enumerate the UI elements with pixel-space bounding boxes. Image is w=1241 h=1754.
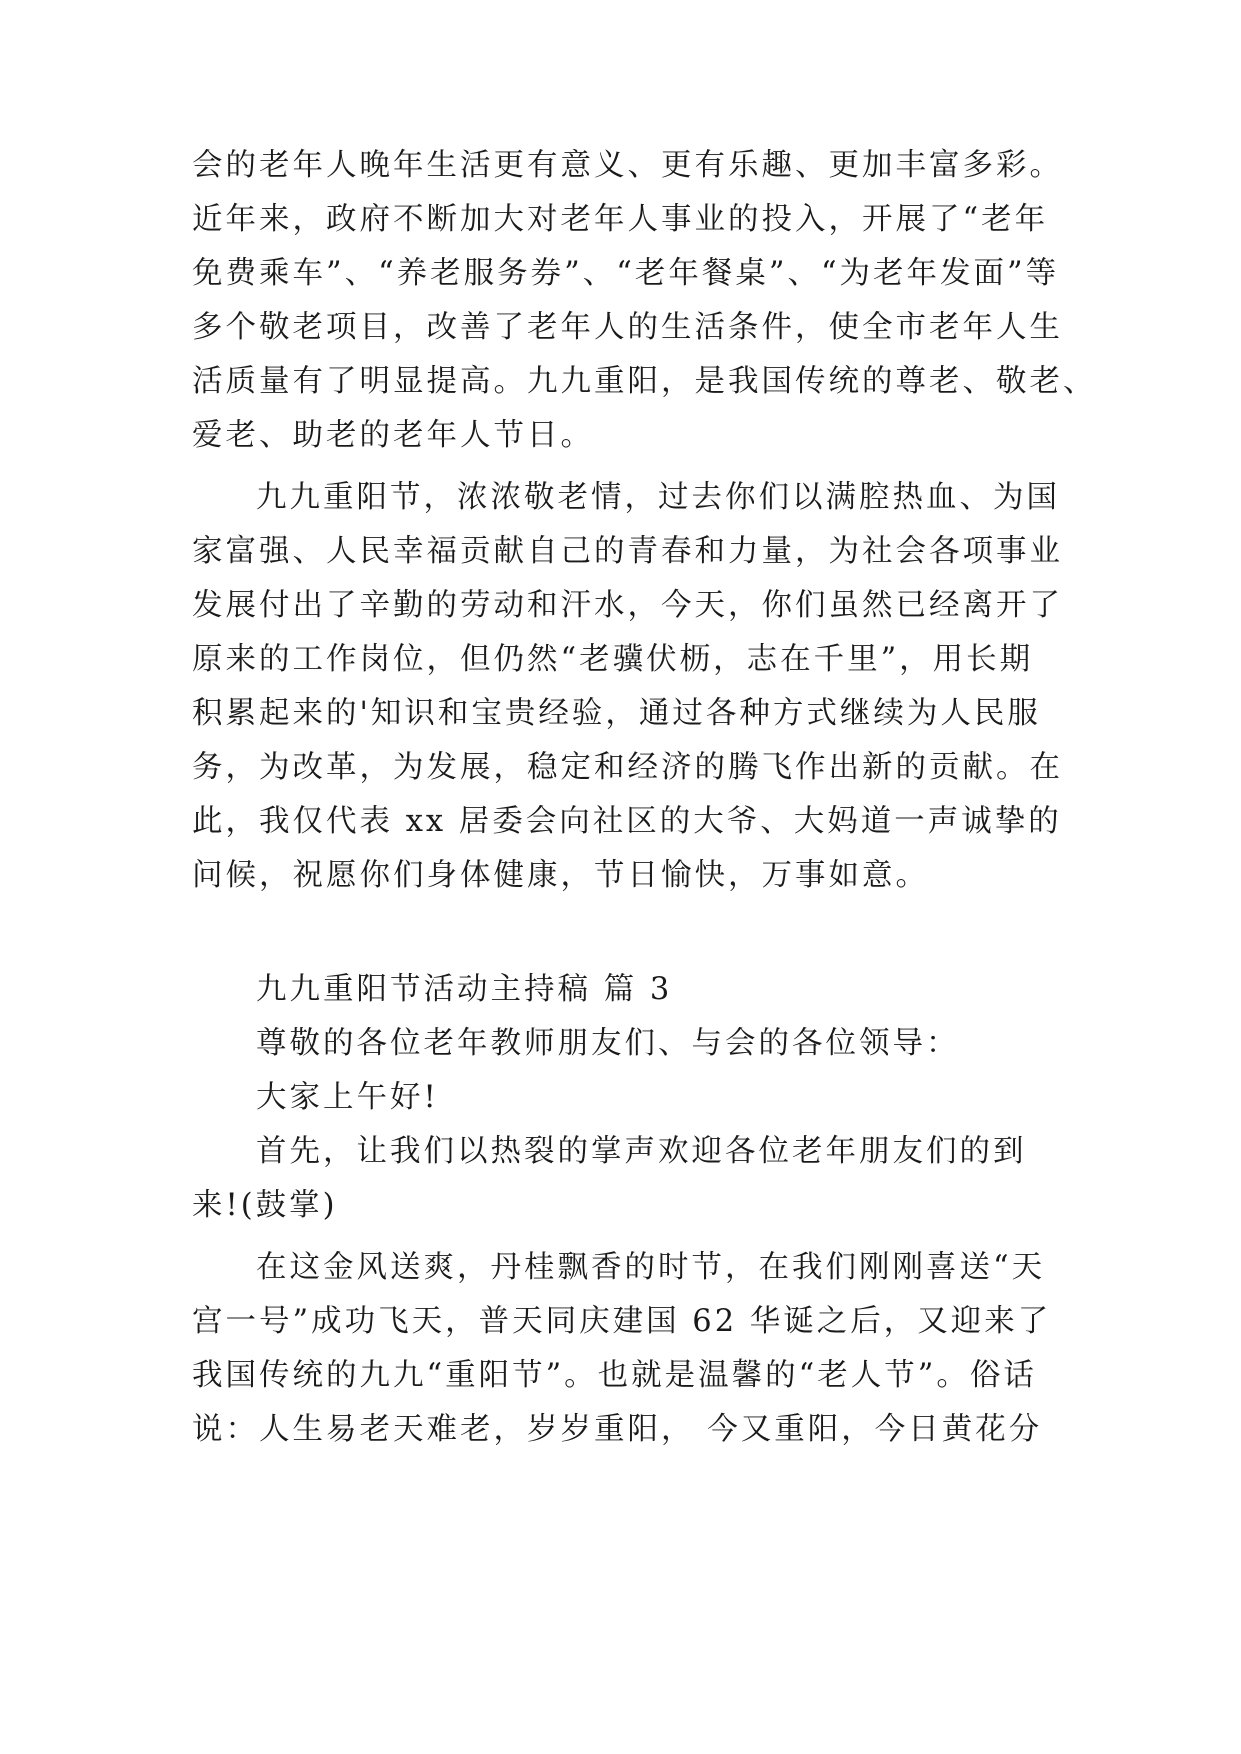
salutation: 尊敬的各位老年教师朋友们、与会的各位领导： [256,1026,960,1061]
paragraph-1-line-5: 活质量有了明显提高。九九重阳，是我国传统的尊老、敬老、 [192,364,1097,399]
paragraph-4-line-3: 我国传统的九九“重阳节”。也就是温馨的“老人节”。俗话 [192,1358,1037,1393]
paragraph-1-line-1: 会的老年人晚年生活更有意义、更有乐趣、更加丰富多彩。 [192,148,1063,183]
paragraph-4-line-1: 在这金风送爽，丹桂飘香的时节，在我们刚刚喜送“天 [256,1250,1046,1285]
paragraph-3-line-2: 来!(鼓掌) [192,1188,338,1223]
paragraph-3-line-1: 首先，让我们以热裂的掌声欢迎各位老年朋友们的到 [256,1134,1027,1169]
paragraph-2-line-7: 此，我仅代表 xx 居委会向社区的大爷、大妈道一声诚挚的 [192,804,1062,839]
paragraph-1-line-3: 免费乘车”、“养老服务券”、“老年餐桌”、“为老年发面”等 [192,256,1060,291]
paragraph-2-line-5: 积累起来的'知识和宝贵经验，通过各种方式继续为人民服 [192,696,1041,731]
paragraph-2-line-1: 九九重阳节，浓浓敬老情，过去你们以满腔热血、为国 [256,480,1060,515]
paragraph-2-line-6: 务，为改革，为发展，稳定和经济的腾飞作出新的贡献。在 [192,750,1063,785]
section-heading: 九九重阳节活动主持稿 篇 3 [256,972,673,1007]
paragraph-2-line-3: 发展付出了辛勤的劳动和汗水，今天，你们虽然已经离开了 [192,588,1063,623]
paragraph-2-line-8: 问候，祝愿你们身体健康，节日愉快，万事如意。 [192,858,929,893]
paragraph-1-line-2: 近年来，政府不断加大对老年人事业的投入，开展了“老年 [192,202,1049,237]
paragraph-1-line-4: 多个敬老项目，改善了老年人的生活条件，使全市老年人生 [192,310,1063,345]
paragraph-4-line-4: 说：人生易老天难老，岁岁重阳， 今又重阳，今日黄花分 [192,1412,1043,1447]
paragraph-4-line-2: 宫一号”成功飞天，普天同庆建国 62 华诞之后，又迎来了 [192,1304,1052,1339]
paragraph-1-line-6: 爱老、助老的老年人节日。 [192,418,594,453]
paragraph-2-line-2: 家富强、人民幸福贡献自己的青春和力量，为社会各项事业 [192,534,1063,569]
paragraph-2-line-4: 原来的工作岗位，但仍然“老骥伏枥，志在千里”，用长期 [192,642,1034,677]
greeting: 大家上午好! [256,1080,439,1115]
